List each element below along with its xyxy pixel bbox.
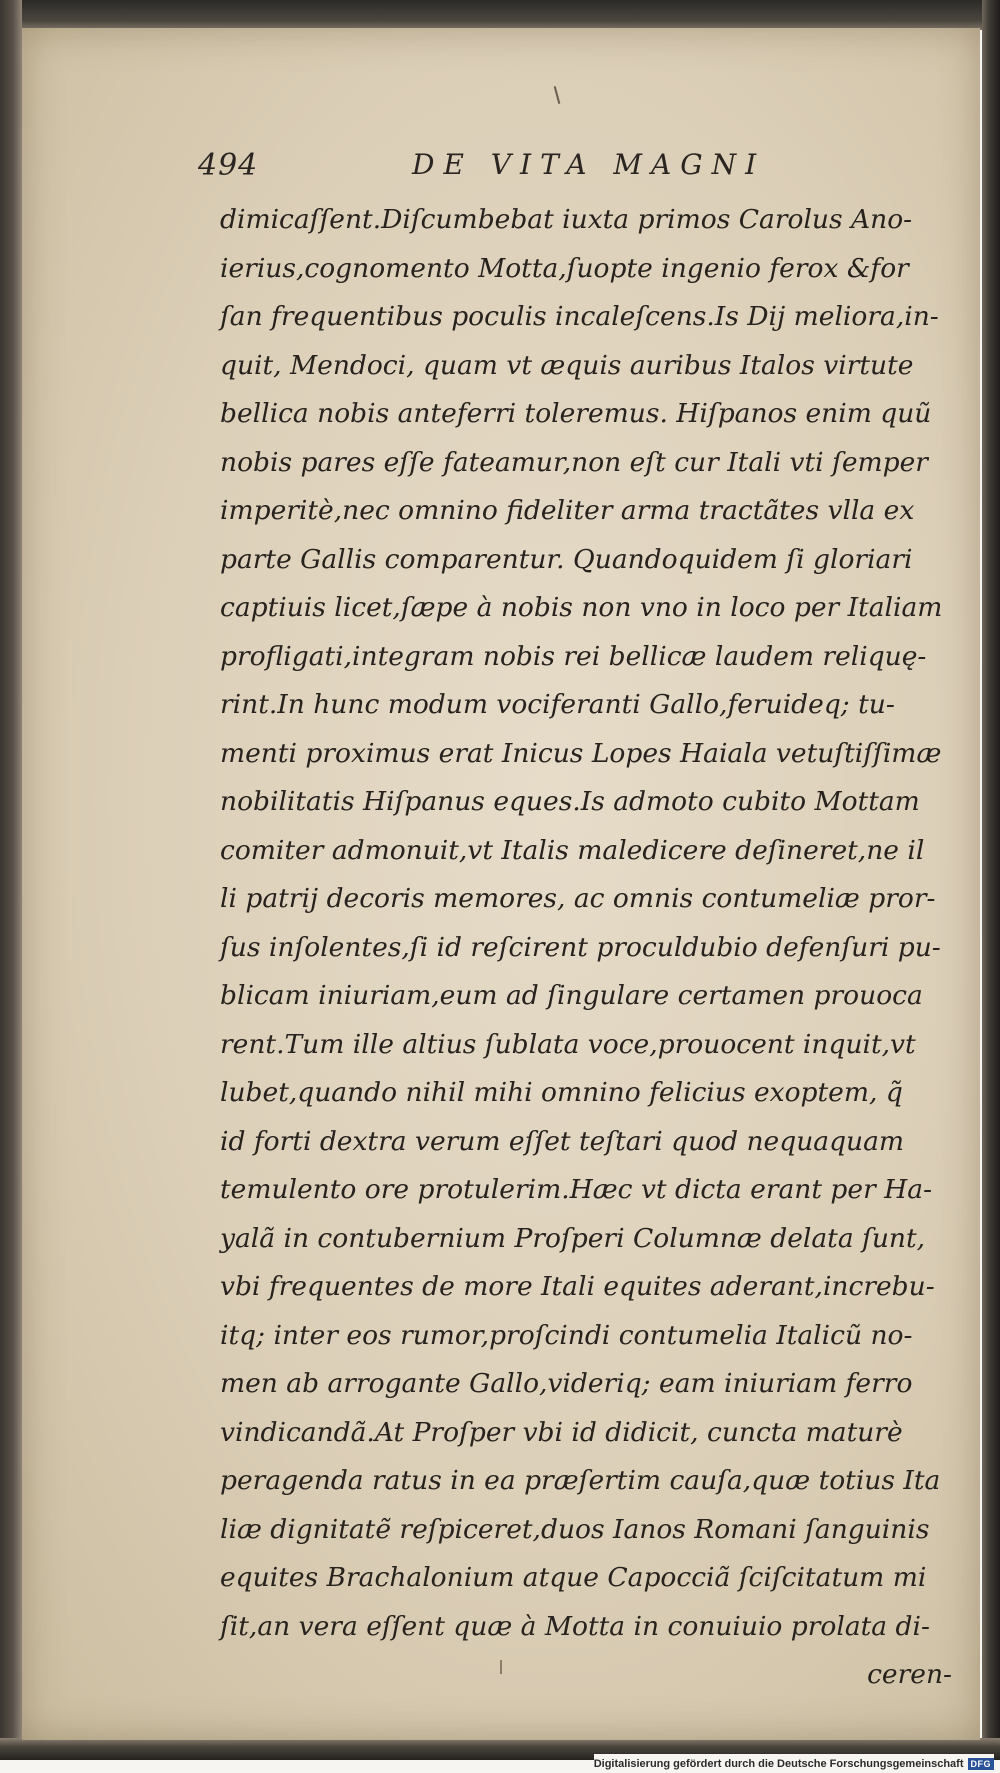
text-line: comiter admonuit,vt Italis maledicere deſineret,ne il	[220, 834, 925, 866]
scan-edge-right	[982, 0, 1000, 1760]
text-line: peragenda ratus in ea præſertim cauſa,quæ totius Ita	[220, 1465, 941, 1496]
running-head: DE VITA MAGNI	[412, 148, 766, 181]
text-line: ſan frequentibus poculis incaleſcens.Is Dij meliora,in-	[220, 301, 939, 332]
text-line: menti proximus erat Inicus Lopes Haiala vetuſtiſſimæ	[220, 737, 942, 769]
page-number: 494	[198, 148, 259, 183]
text-line: vbi frequentes de more Itali equites aderant,increbu-	[220, 1271, 935, 1302]
text-line: profligati,integram nobis rei bellicæ laudem reliquę-	[220, 640, 927, 672]
text-line: rint.In hunc modum vociferanti Gallo,feruideq; tu-	[220, 689, 895, 720]
text-line: liæ dignitatẽ reſpiceret,duos Ianos Romani ſanguinis	[220, 1513, 930, 1545]
book-binding-edge	[0, 0, 22, 1760]
text-line: ierius,cognomento Motta,ſuopte ingenio ferox &for	[220, 252, 909, 284]
text-line: id forti dextra verum eſſet teſtari quod nequaquam	[220, 1125, 905, 1157]
scan-edge-top	[0, 0, 1000, 30]
text-line: bellica nobis anteferri toleremus. Hiſpanos enim quũ	[220, 398, 932, 429]
text-line: itq; inter eos rumor,proſcindi contumelia Italicũ no-	[220, 1319, 913, 1351]
text-line: lubet,quando nihil mihi omnino felicius exoptem, q̃	[220, 1077, 903, 1108]
text-line: temulento ore protulerim.Hæc vt dicta erant per Ha-	[220, 1174, 933, 1205]
text-line: equites Brachalonium atque Capocciã ſciſcitatum mi	[220, 1562, 927, 1593]
text-line: nobis pares eſſe fateamur,non eſt cur Itali vti ſemper	[220, 446, 928, 478]
body-text	[220, 196, 960, 1700]
text-line: yalã in contubernium Proſperi Columnæ delata ſunt,	[220, 1222, 926, 1254]
catchword: ceren-	[867, 1659, 952, 1690]
text-line: nobilitatis Hiſpanus eques.Is admoto cubito Mottam	[220, 786, 920, 817]
text-line: captiuis licet,ſæpe à nobis non vno in loco per Italiam	[220, 592, 943, 623]
text-line: quit, Mendoci, quam vt æquis auribus Italos virtute	[220, 349, 914, 381]
text-line: imperitè,nec omnino fideliter arma tractãtes vlla ex	[220, 495, 915, 526]
text-line: parte Gallis comparentur. Quandoquidem ſi gloriari	[220, 543, 913, 575]
text-line: men ab arrogante Gallo,videriq; eam iniuriam ferro	[220, 1368, 913, 1399]
dfg-logo: DFG	[968, 1758, 995, 1770]
page-header	[198, 148, 838, 188]
text-line: blicam iniuriam,eum ad ſingulare certamen prouoca	[220, 980, 923, 1011]
text-line: dimicaſſent.Diſcumbebat iuxta primos Carolus Ano-	[220, 204, 913, 235]
text-line: li patrij decoris memores, ac omnis contumeliæ pror-	[220, 883, 936, 914]
credit-text: Digitalisierung gefördert durch die Deutsche Forschungsgemeinschaft	[593, 1757, 964, 1770]
text-line: ſit,an vera eſſent quæ à Motta in conuiuio prolata di-	[220, 1610, 930, 1642]
digitization-credit	[594, 1754, 994, 1773]
text-line: ſus inſolentes,ſi id reſcirent proculdubio defenſuri pu-	[220, 931, 941, 963]
text-line: rent.Tum ille altius ſublata voce,prouocent inquit,vt	[220, 1028, 916, 1060]
text-line: vindicandã.At Proſper vbi id didicit, cuncta maturè	[220, 1416, 903, 1448]
